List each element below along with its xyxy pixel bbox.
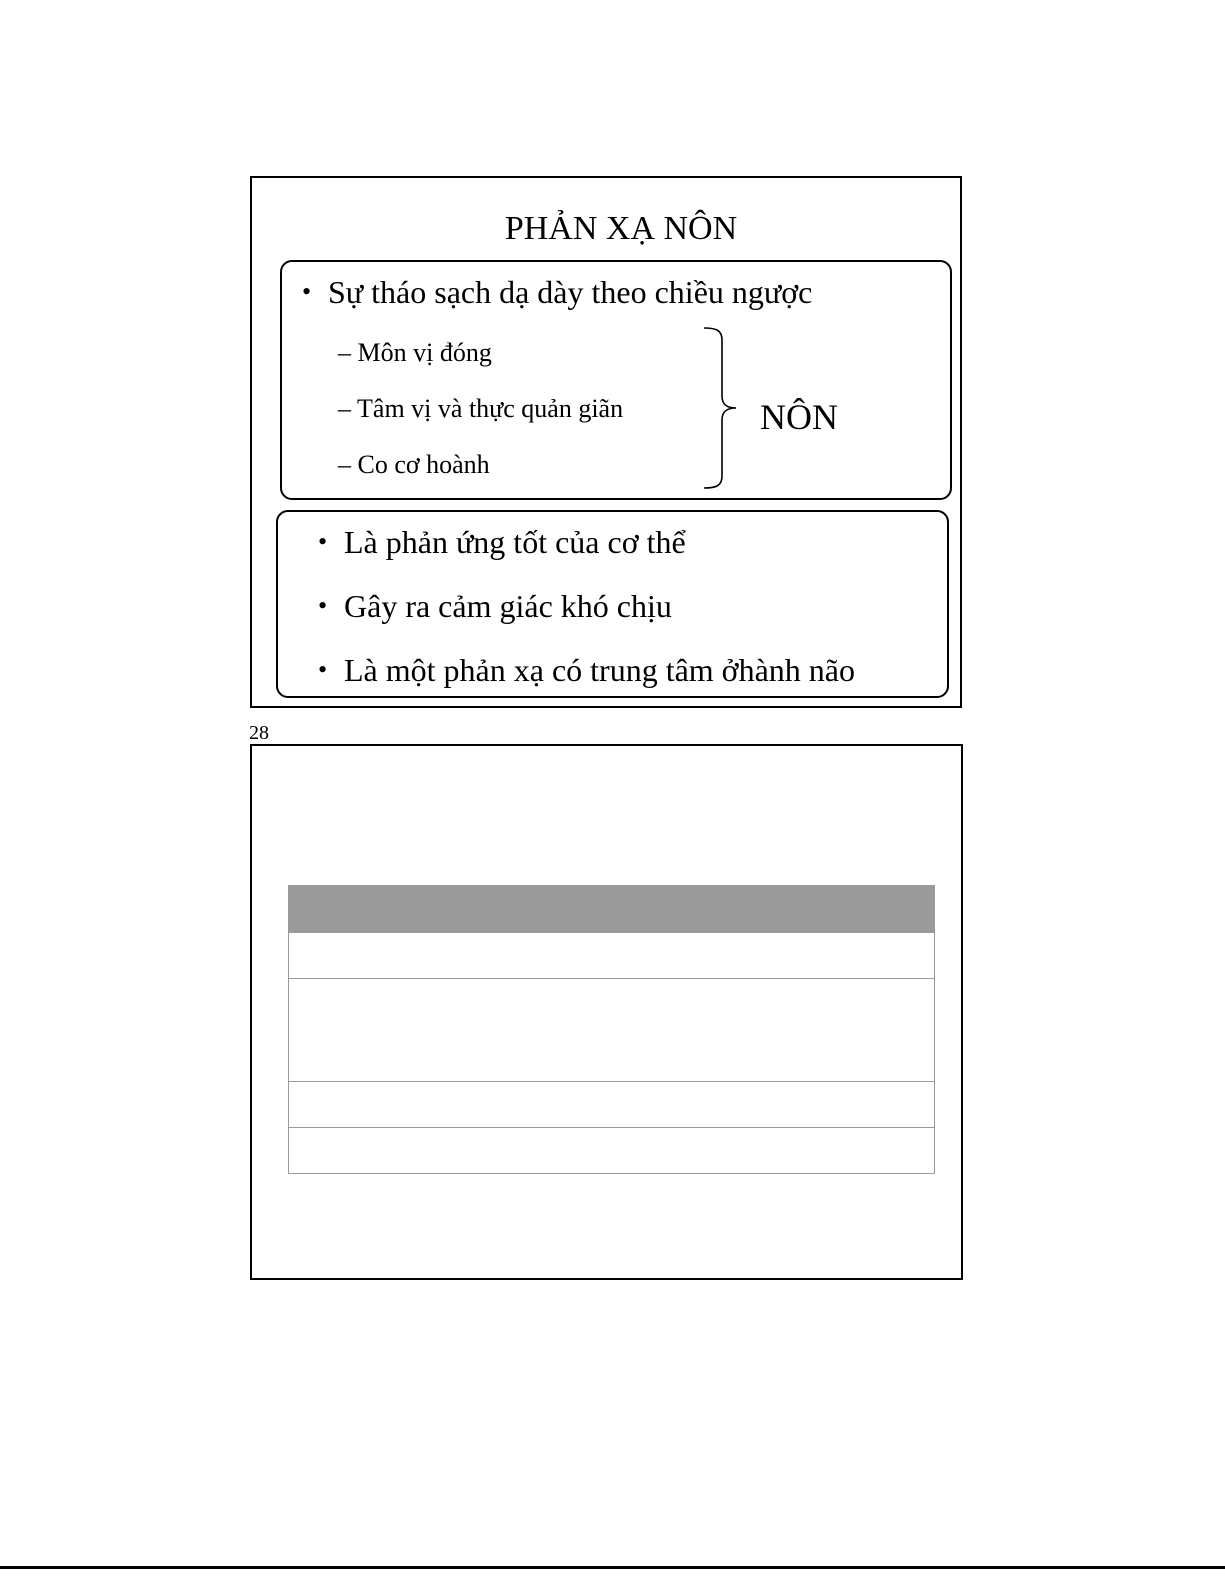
notes-box xyxy=(276,510,949,698)
empty-table xyxy=(288,885,935,1174)
table-row xyxy=(289,1082,935,1128)
note-bullet xyxy=(318,652,855,689)
table-row xyxy=(289,979,935,1082)
definition-bullet xyxy=(302,274,812,311)
note-bullet xyxy=(318,524,686,561)
step-item: – Tâm vị và thực quản giãn xyxy=(338,394,624,423)
table-cell xyxy=(289,1082,935,1128)
definition-box xyxy=(280,260,952,500)
slide-title: PHẢN XẠ NÔN xyxy=(504,210,738,247)
table-cell xyxy=(289,1128,935,1174)
slide-table xyxy=(250,744,963,1280)
table-cell xyxy=(289,979,935,1082)
table-row xyxy=(289,1128,935,1174)
note-text: Là một phản xạ có trung tâm ởhành não xyxy=(344,652,855,688)
step-item: – Môn vị đóng xyxy=(338,338,492,367)
bullet-dot-icon: • xyxy=(318,591,328,620)
table-header-row xyxy=(289,886,935,933)
page-bottom-rule xyxy=(0,1566,1225,1569)
step-item: – Co cơ hoành xyxy=(338,450,490,479)
bullet-dot-icon: • xyxy=(318,527,328,556)
table-cell xyxy=(289,933,935,979)
page-number: 28 xyxy=(249,722,269,744)
bullet-dot-icon: • xyxy=(318,655,328,684)
note-bullet xyxy=(318,588,672,625)
bullet-dot-icon: • xyxy=(302,277,312,306)
table-row xyxy=(289,933,935,979)
result-label: NÔN xyxy=(760,397,838,437)
note-text: Là phản ứng tốt của cơ thể xyxy=(344,524,686,560)
table-header-cell xyxy=(289,886,935,933)
curly-brace-icon xyxy=(702,326,742,490)
definition-text: Sự tháo sạch dạ dày theo chiều ngược xyxy=(328,274,813,310)
note-text: Gây ra cảm giác khó chịu xyxy=(344,588,672,624)
slide-vomiting-reflex xyxy=(250,176,962,708)
